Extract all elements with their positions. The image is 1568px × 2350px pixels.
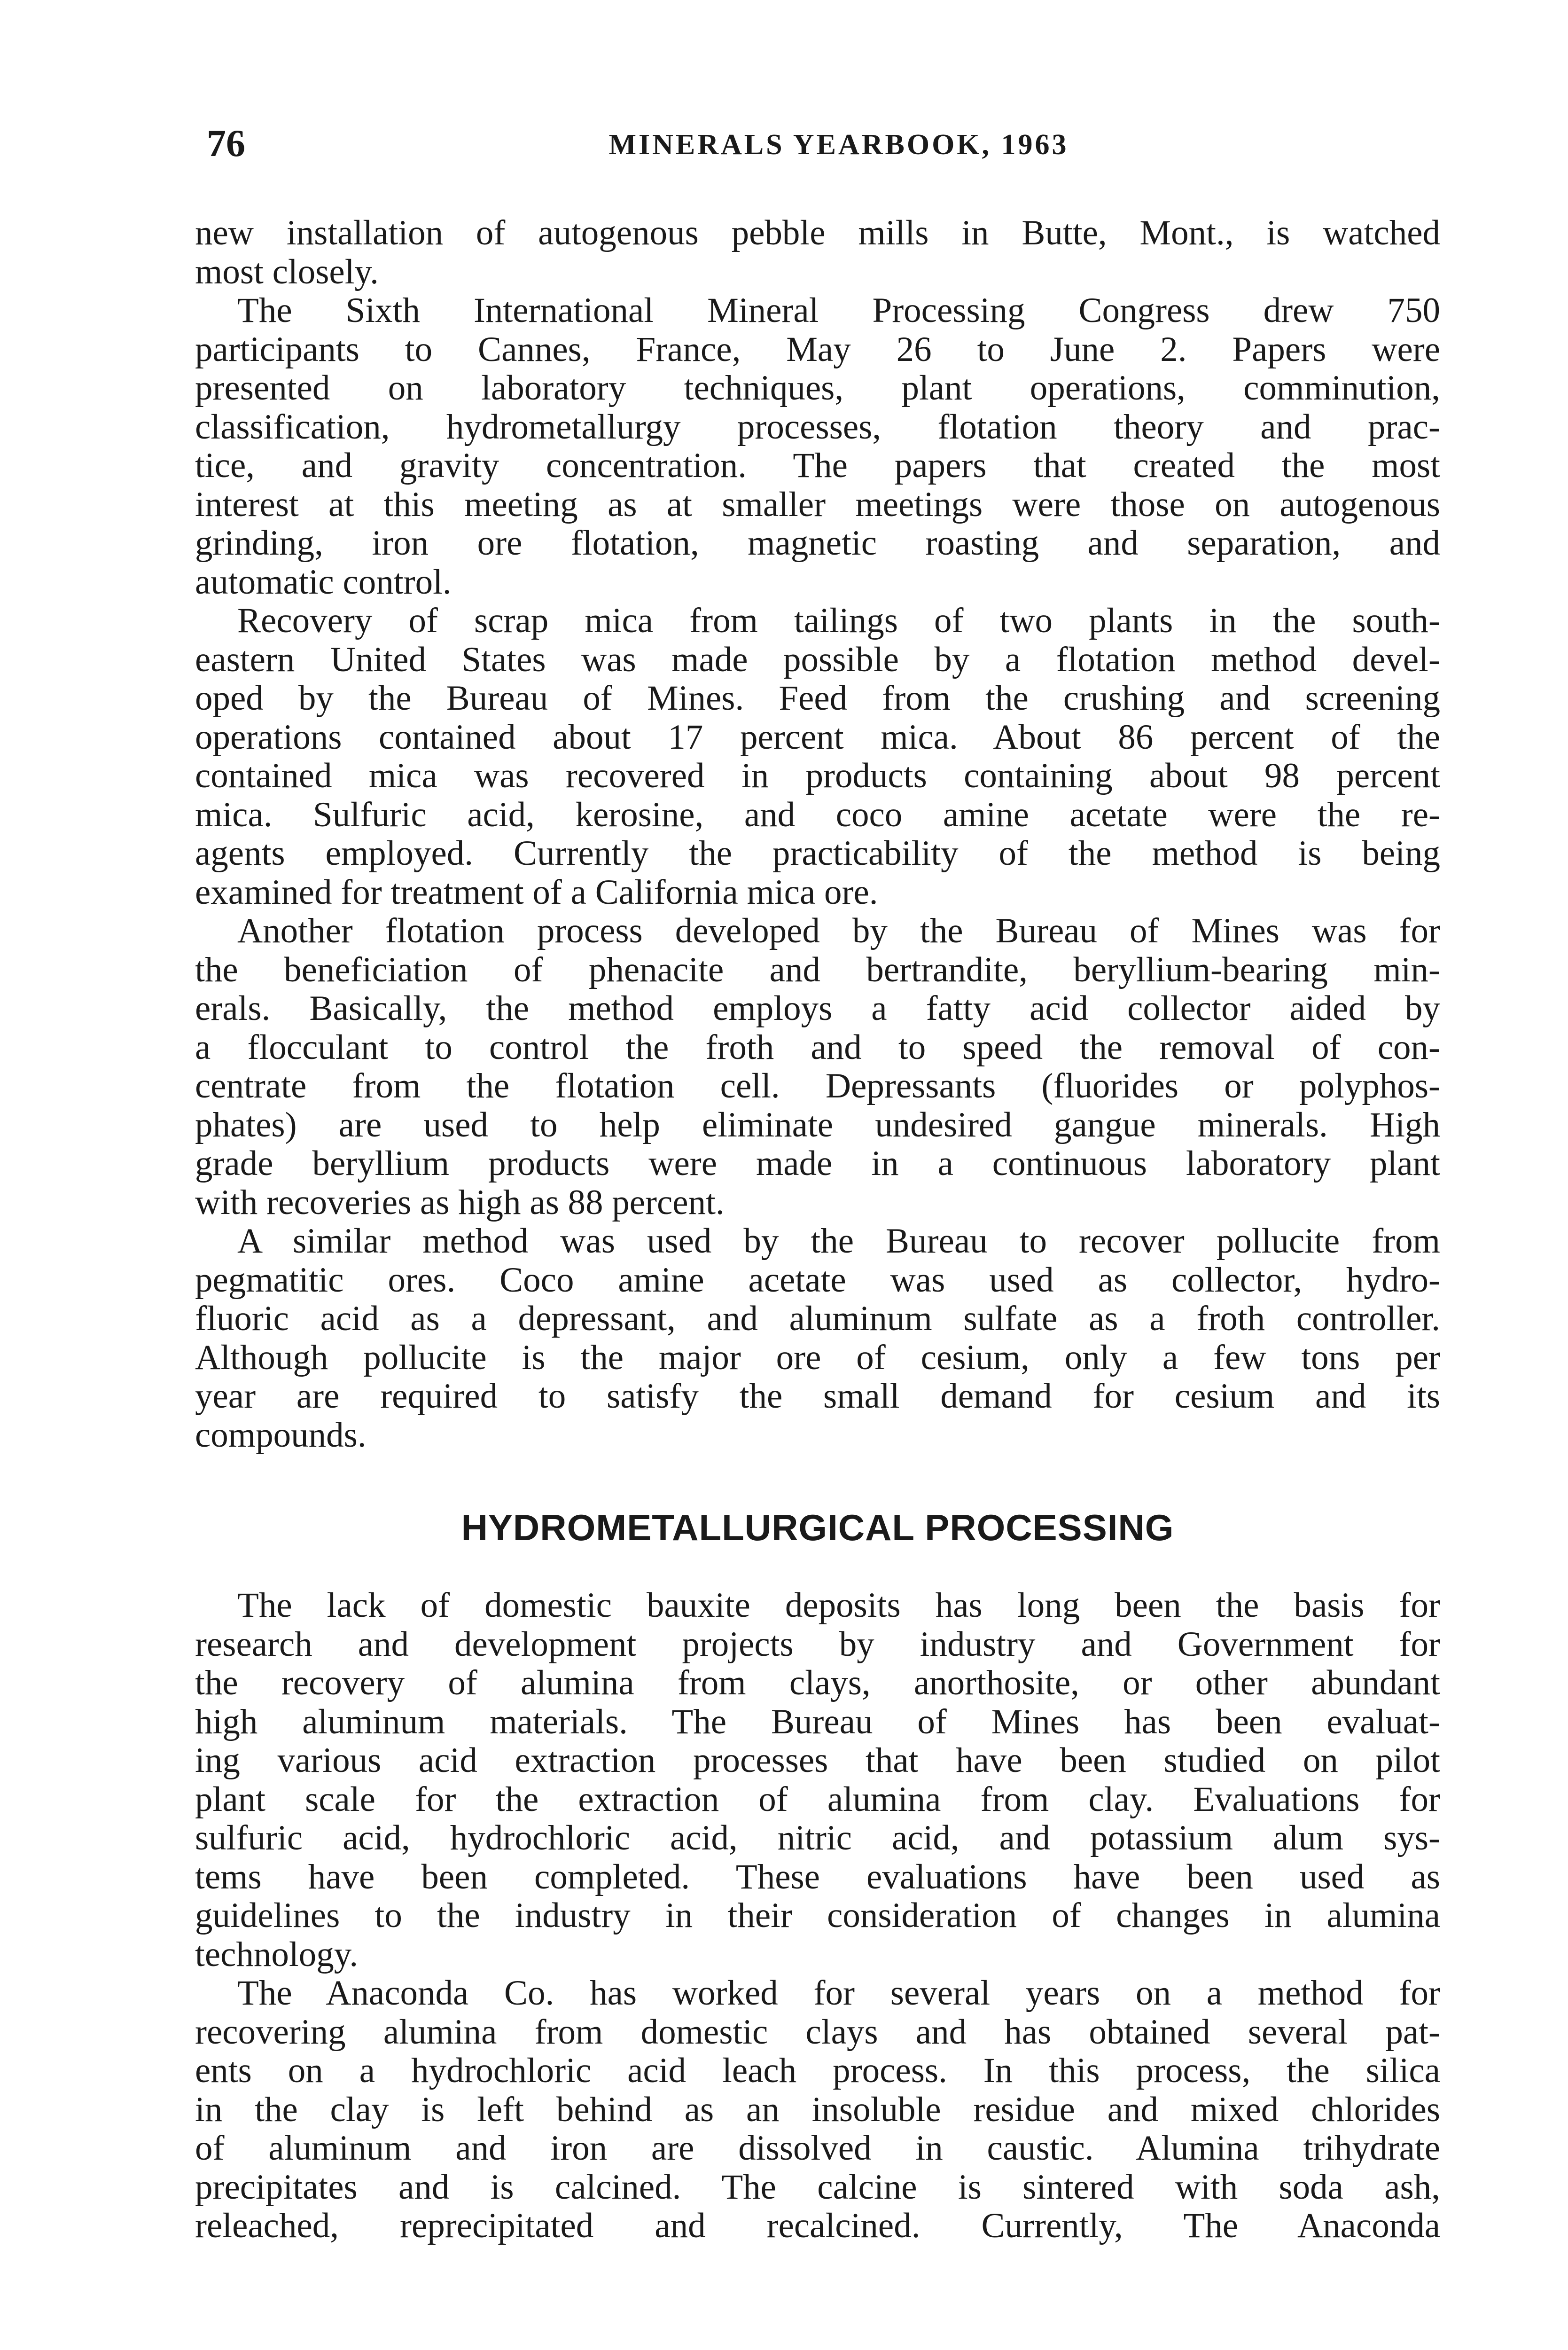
text-line: sulfuric acid, hydrochloric acid, nitric acid, and potassium alum sys- [195, 1819, 1440, 1857]
text-line: grade beryllium products were made in a continuous laboratory plant [195, 1144, 1440, 1183]
text-line: tice, and gravity concentration. The papers that created the most [195, 446, 1440, 485]
text-line: new installation of autogenous pebble mills in Butte, Mont., is watched [195, 214, 1440, 252]
text-line: of aluminum and iron are dissolved in caustic. Alumina trihydrate [195, 2129, 1440, 2168]
text-line: interest at this meeting as at smaller meetings were those on autogenous [195, 485, 1440, 524]
text-line: recovering alumina from domestic clays and has obtained several pat- [195, 2013, 1440, 2052]
body-text-after-heading [195, 1586, 1440, 2246]
running-head [207, 120, 1438, 172]
text-line: A similar method was used by the Bureau to recover pollucite from [237, 1222, 1440, 1261]
text-line: ents on a hydrochloric acid leach process. In this process, the silica [195, 2052, 1440, 2090]
text-line: a flocculant to control the froth and to speed the removal of con- [195, 1028, 1440, 1067]
text-line: ing various acid extraction processes that have been studied on pilot [195, 1741, 1440, 1780]
text-line: year are required to satisfy the small demand for cesium and its [195, 1377, 1440, 1416]
running-title: MINERALS YEARBOOK, 1963 [608, 129, 1069, 161]
text-line: compounds. [195, 1416, 367, 1455]
text-line: centrate from the flotation cell. Depressants (fluorides or polyphos- [195, 1067, 1440, 1105]
section-heading: HYDROMETALLURGICAL PROCESSING [461, 1507, 1174, 1548]
text-line: grinding, iron ore flotation, magnetic roasting and separation, and [195, 524, 1440, 563]
text-line: contained mica was recovered in products containing about 98 percent [195, 757, 1440, 795]
text-line: fluoric acid as a depressant, and aluminum sulfate as a froth controller. [195, 1300, 1440, 1338]
text-line: precipitates and is calcined. The calcine is sintered with soda ash, [195, 2168, 1440, 2207]
text-line: mica. Sulfuric acid, kerosine, and coco amine acetate were the re- [195, 795, 1440, 834]
text-line: agents employed. Currently the practicability of the method is being [195, 834, 1440, 873]
text-line: releached, reprecipitated and recalcined. Currently, The Anaconda [195, 2207, 1440, 2245]
text-line: phates) are used to help eliminate undesired gangue minerals. High [195, 1105, 1440, 1144]
text-line: Although pollucite is the major ore of cesium, only a few tons per [195, 1338, 1440, 1377]
text-line: examined for treatment of a California mica ore. [195, 873, 878, 912]
text-line: classification, hydrometallurgy processes, flotation theory and prac- [195, 407, 1440, 446]
text-line: The lack of domestic bauxite deposits has long been the basis for [237, 1586, 1440, 1625]
text-line: in the clay is left behind as an insoluble residue and mixed chlorides [195, 2090, 1440, 2129]
text-line: erals. Basically, the method employs a fatty acid collector aided by [195, 989, 1440, 1028]
text-line: participants to Cannes, France, May 26 to June 2. Papers were [195, 330, 1440, 369]
text-line: technology. [195, 1935, 359, 1974]
text-line: eastern United States was made possible by a flotation method devel- [195, 640, 1440, 679]
text-line: The Sixth International Mineral Processing Congress drew 750 [237, 291, 1440, 330]
text-line: tems have been completed. These evaluations have been used as [195, 1857, 1440, 1896]
text-line: plant scale for the extraction of alumina from clay. Evaluations for [195, 1780, 1440, 1819]
text-line: presented on laboratory techniques, plant operations, comminution, [195, 369, 1440, 407]
text-line: The Anaconda Co. has worked for several years on a method for [237, 1974, 1440, 2013]
text-line: with recoveries as high as 88 percent. [195, 1183, 725, 1222]
text-line: most closely. [195, 252, 379, 291]
body-text-before-heading [195, 214, 1440, 1455]
text-line: the recovery of alumina from clays, anorthosite, or other abundant [195, 1664, 1440, 1702]
text-line: Recovery of scrap mica from tailings of two plants in the south- [237, 602, 1440, 640]
text-line: oped by the Bureau of Mines. Feed from the crushing and screening [195, 679, 1440, 718]
page-number: 76 [207, 122, 245, 164]
text-line: pegmatitic ores. Coco amine acetate was used as collector, hydro- [195, 1261, 1440, 1300]
text-line: the beneficiation of phenacite and bertrandite, beryllium-bearing min- [195, 950, 1440, 989]
text-line: high aluminum materials. The Bureau of Mines has been evaluat- [195, 1702, 1440, 1741]
text-line: automatic control. [195, 563, 452, 602]
text-line: guidelines to the industry in their consideration of changes in alumina [195, 1896, 1440, 1935]
text-line: operations contained about 17 percent mica. About 86 percent of the [195, 718, 1440, 757]
text-line: research and development projects by industry and Government for [195, 1625, 1440, 1664]
text-line: Another flotation process developed by the Bureau of Mines was for [237, 912, 1440, 950]
